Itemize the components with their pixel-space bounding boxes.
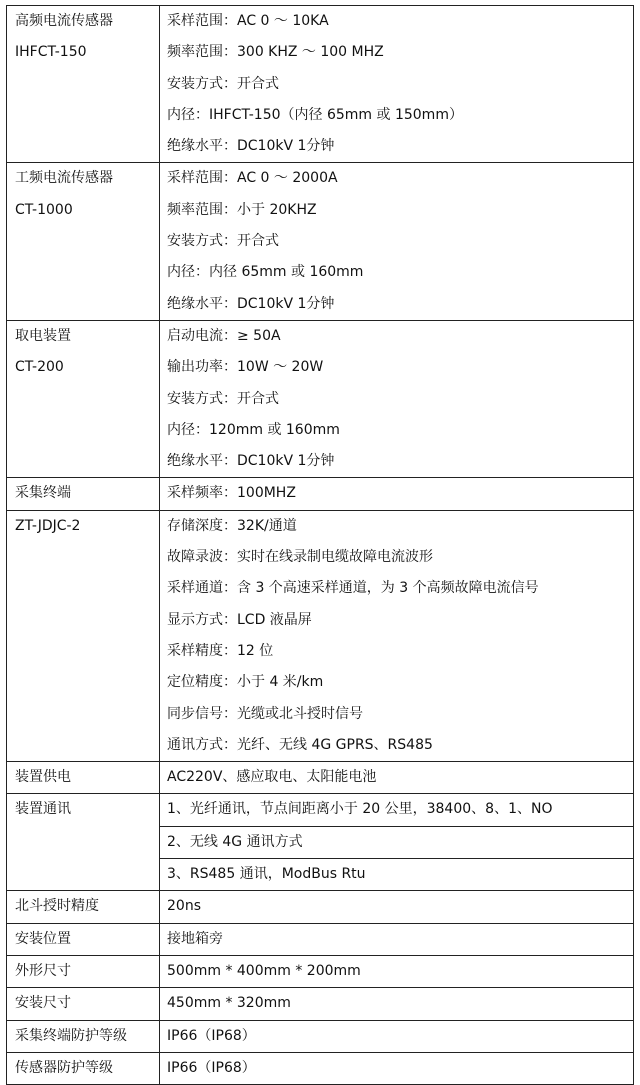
spec-value-cell	[160, 955, 634, 987]
spec-key-cell	[7, 923, 160, 955]
table-row	[7, 510, 634, 761]
spec-value-text: 启动电流：≥ 50A	[167, 327, 281, 344]
table-row	[7, 794, 634, 826]
spec-value-text: 采样频率：100MHZ	[167, 485, 296, 502]
spec-value-text: 同步信号：光缆或北斗授时信号	[167, 705, 363, 722]
spec-key-cell	[7, 955, 160, 987]
spec-key-cell	[7, 478, 160, 510]
table-row	[7, 320, 634, 477]
table-row	[7, 955, 634, 987]
spec-key-text: 采集终端防护等级	[15, 1027, 127, 1044]
table-row	[7, 762, 634, 794]
spec-key-text: CT-1000	[15, 201, 73, 218]
spec-value-text: 内径：120mm 或 160mm	[167, 421, 340, 438]
spec-value-text: 绝缘水平：DC10kV 1分钟	[167, 138, 335, 155]
spec-value-cell	[160, 988, 634, 1020]
spec-value-text: 采样通道：含 3 个高速采样通道，为 3 个高频故障电流信号	[167, 580, 539, 597]
spec-key-cell	[7, 794, 160, 891]
spec-value-cell	[160, 891, 634, 923]
spec-value-cell	[160, 794, 634, 826]
spec-value-text: AC220V、感应取电、太阳能电池	[167, 769, 377, 786]
spec-value-text: 绝缘水平：DC10kV 1分钟	[167, 453, 335, 470]
spec-key-cell	[7, 891, 160, 923]
spec-value-text: 20ns	[167, 898, 201, 915]
table-row	[7, 1020, 634, 1052]
spec-key-text: 工频电流传感器	[15, 170, 113, 187]
spec-value-cell	[160, 510, 634, 761]
table-row	[7, 923, 634, 955]
spec-value-text: 2、无线 4G 通讯方式	[167, 833, 303, 850]
spec-key-text: 安装尺寸	[15, 995, 71, 1012]
spec-key-cell	[7, 1020, 160, 1052]
spec-value-text: 500mm * 400mm * 200mm	[167, 962, 361, 979]
spec-value-text: 安装方式：开合式	[167, 233, 279, 250]
spec-value-text: 通讯方式：光纤、无线 4G GPRS、RS485	[167, 736, 433, 753]
spec-value-text: IP66（IP68）	[167, 1059, 256, 1076]
table-row	[7, 6, 634, 163]
spec-value-text: 绝缘水平：DC10kV 1分钟	[167, 295, 335, 312]
spec-value-text: 安装方式：开合式	[167, 75, 279, 92]
spec-value-text: 显示方式：LCD 液晶屏	[167, 611, 312, 628]
spec-value-cell	[160, 859, 634, 891]
spec-value-text: IP66（IP68）	[167, 1027, 256, 1044]
spec-value-text: 采样范围：AC 0 ～ 2000A	[167, 170, 338, 187]
spec-value-cell	[160, 163, 634, 320]
spec-key-text: 取电装置	[15, 327, 71, 344]
spec-value-text: 输出功率：10W ～ 20W	[167, 359, 324, 376]
spec-value-text: 3、RS485 通讯，ModBus Rtu	[167, 866, 366, 883]
spec-value-text: 故障录波：实时在线录制电缆故障电流波形	[167, 549, 433, 566]
spec-value-text: 采样范围：AC 0 ～ 10KA	[167, 13, 329, 29]
spec-key-cell	[7, 320, 160, 477]
spec-value-text: 1、光纤通讯，节点间距离小于 20 公里，38400、8、1、NO	[167, 801, 553, 818]
spec-key-text: 安装位置	[15, 930, 71, 947]
spec-table-body	[7, 6, 634, 1085]
spec-value-cell	[160, 320, 634, 477]
spec-key-text: 采集终端	[15, 485, 71, 502]
spec-key-text: 传感器防护等级	[15, 1059, 113, 1076]
table-row	[7, 988, 634, 1020]
spec-value-text: 频率范围：小于 20KHZ	[167, 201, 317, 218]
spec-key-text: 装置供电	[15, 769, 71, 786]
spec-value-text: 内径：IHFCT-150（内径 65mm 或 150mm）	[167, 106, 463, 123]
spec-key-cell	[7, 762, 160, 794]
spec-key-text: CT-200	[15, 359, 64, 376]
table-row	[7, 478, 634, 510]
spec-value-text: 定位精度：小于 4 米/km	[167, 674, 324, 691]
table-row	[7, 163, 634, 320]
spec-value-cell	[160, 478, 634, 510]
spec-value-text: 采样精度：12 位	[167, 642, 274, 659]
spec-value-cell	[160, 762, 634, 794]
spec-key-text: 装置通讯	[15, 801, 71, 818]
spec-value-text: 存储深度：32K/通道	[167, 517, 297, 534]
spec-value-cell	[160, 1020, 634, 1052]
spec-value-text: 内径：内径 65mm 或 160mm	[167, 264, 364, 281]
spec-key-text: ZT-JDJC-2	[15, 517, 81, 534]
spec-key-cell	[7, 163, 160, 320]
spec-key-cell	[7, 6, 160, 163]
spec-value-text: 安装方式：开合式	[167, 390, 279, 407]
spec-key-text: 高频电流传感器	[15, 13, 113, 29]
spec-value-text: 450mm * 320mm	[167, 995, 291, 1012]
spec-value-cell	[160, 923, 634, 955]
spec-key-text: 北斗授时精度	[15, 898, 99, 915]
spec-value-cell	[160, 826, 634, 858]
table-row	[7, 891, 634, 923]
spec-value-cell	[160, 6, 634, 163]
spec-key-cell	[7, 510, 160, 761]
spec-table	[6, 5, 634, 1085]
spec-key-text: 外形尺寸	[15, 962, 71, 979]
spec-value-text: 接地箱旁	[167, 930, 223, 947]
spec-key-cell	[7, 988, 160, 1020]
spec-value-text: 频率范围：300 KHZ ～ 100 MHZ	[167, 44, 384, 61]
spec-key-text: IHFCT-150	[15, 44, 87, 61]
